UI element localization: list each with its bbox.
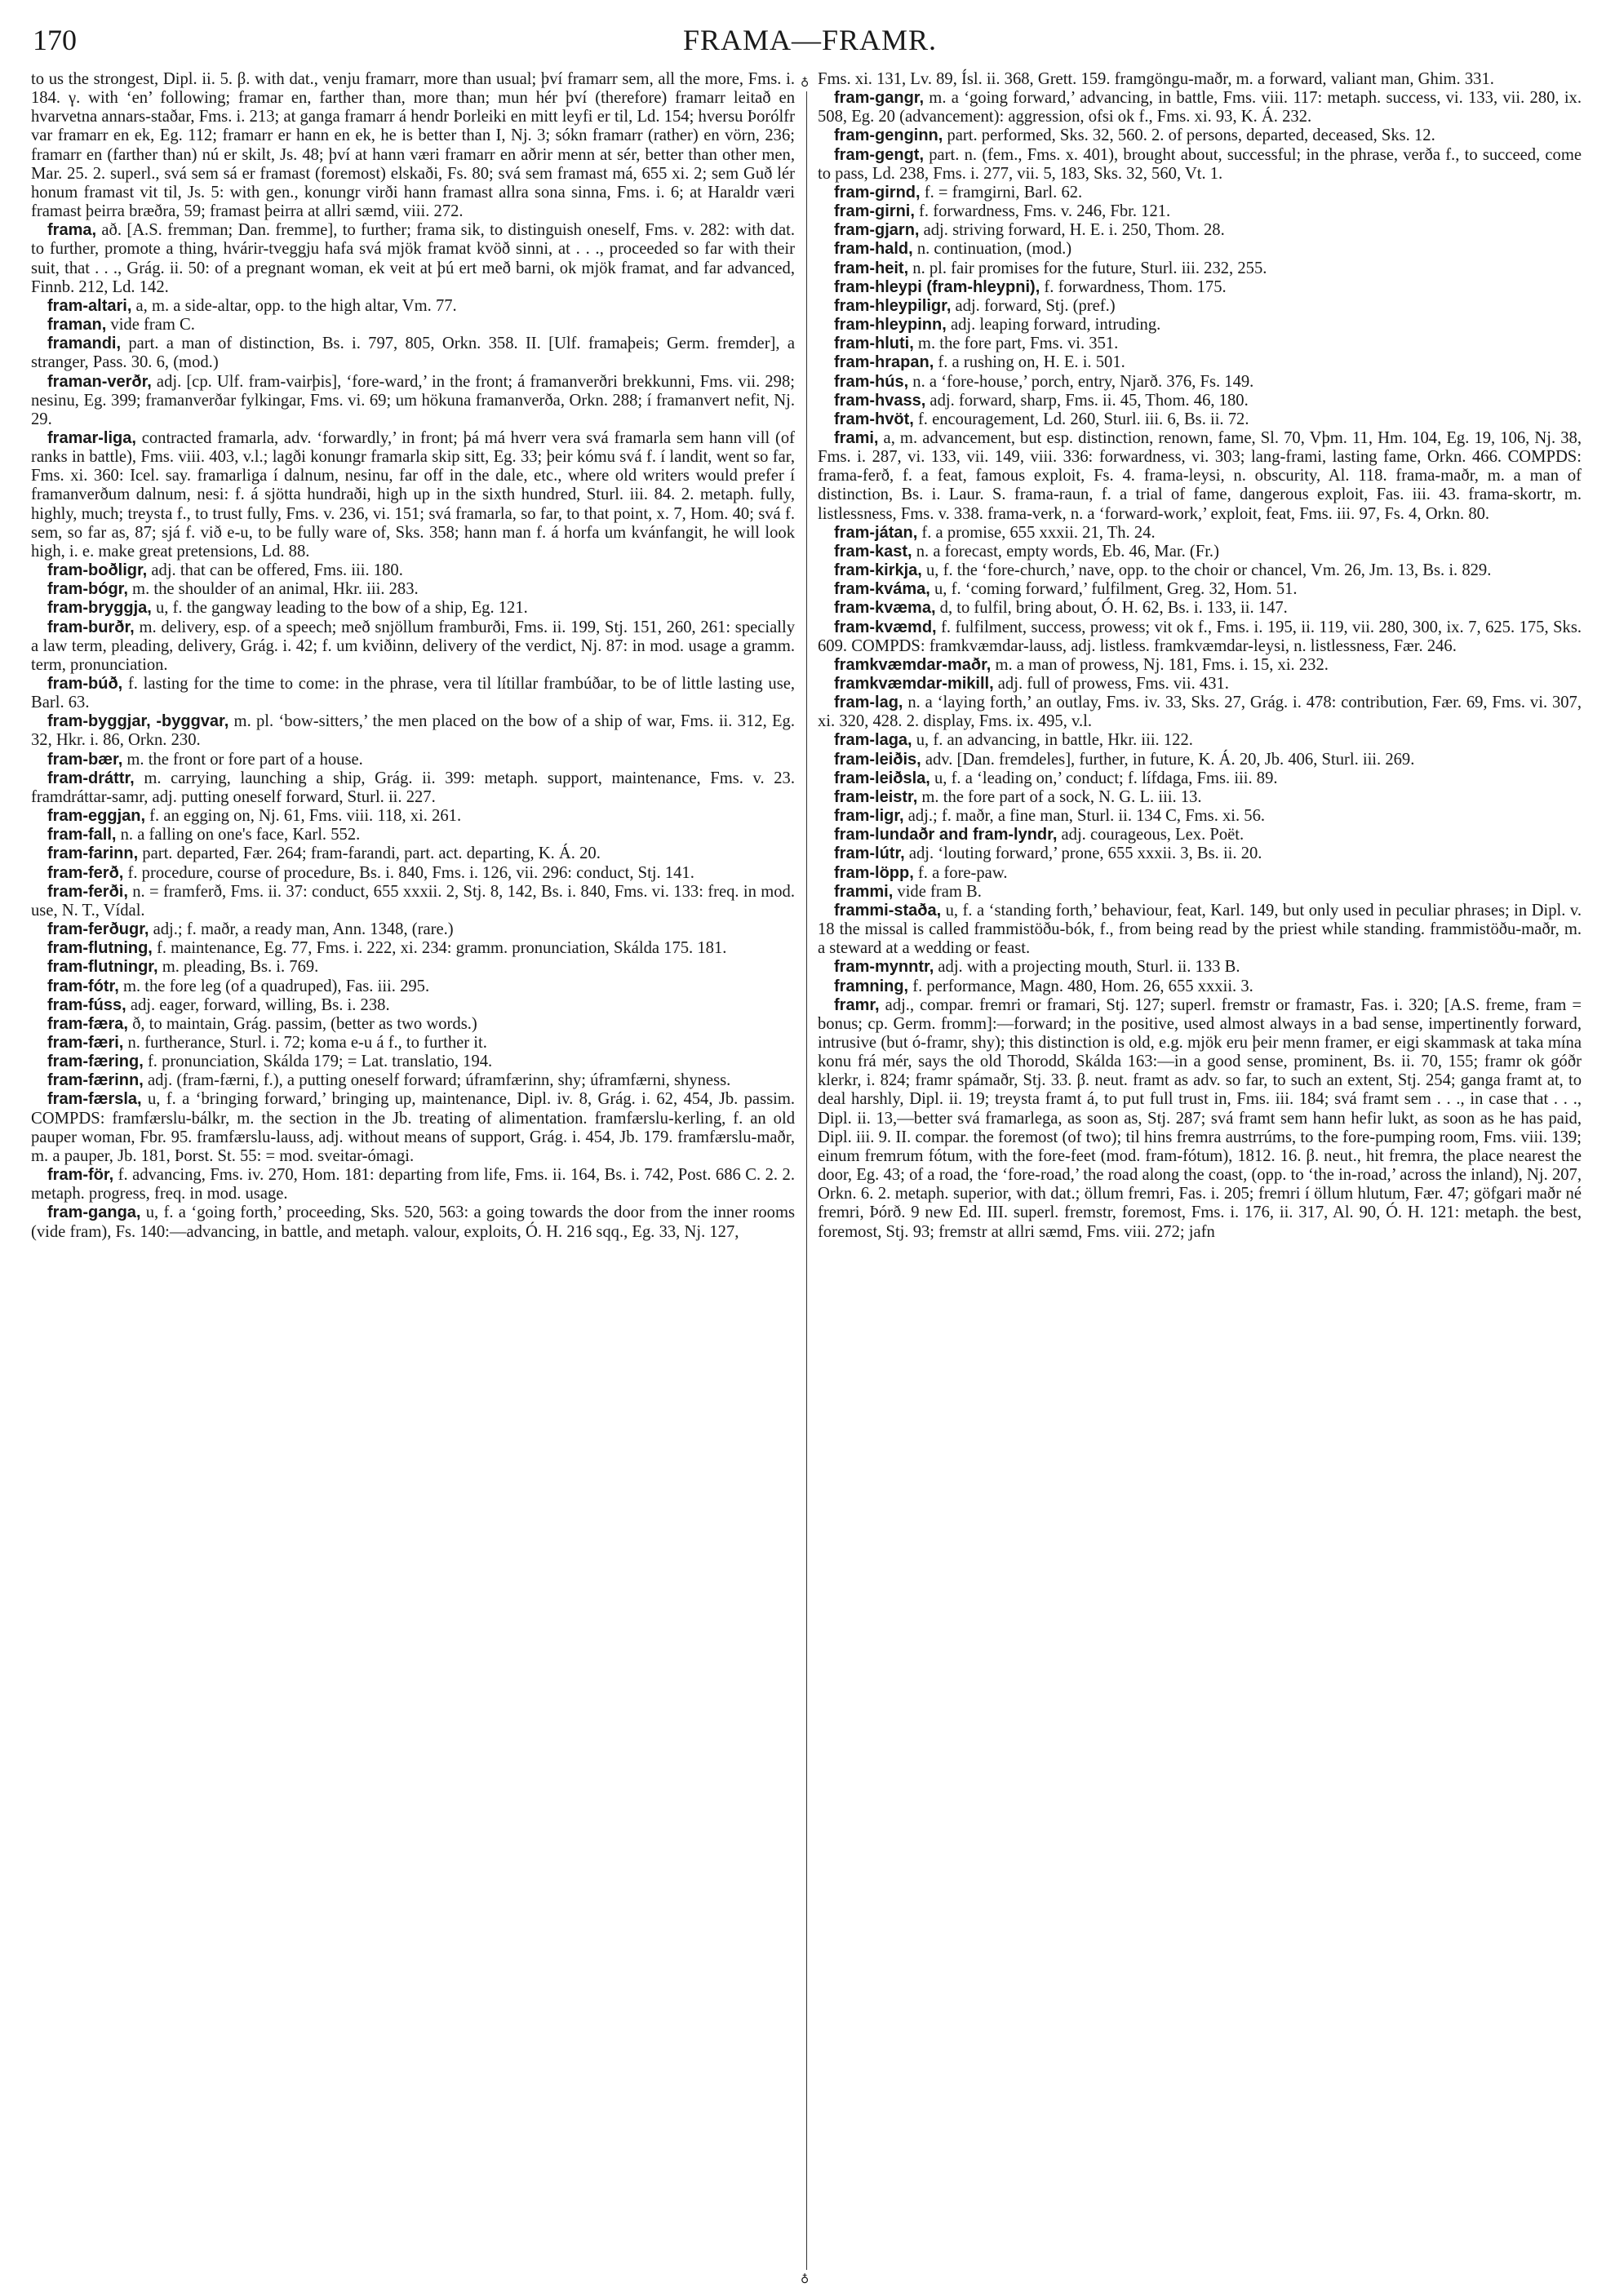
dictionary-entry xyxy=(31,675,795,712)
dictionary-entry xyxy=(818,543,1582,561)
dictionary-entry xyxy=(31,958,795,977)
entry-headword: fram-bógr, xyxy=(47,580,128,599)
entry-headword: fram-lútr, xyxy=(834,844,905,863)
dictionary-entry xyxy=(31,618,795,675)
dictionary-entry xyxy=(31,1015,795,1034)
entry-headword: fram-för, xyxy=(47,1166,114,1185)
entry-definition: m. the fore part, Fms. vi. 351. xyxy=(913,335,1119,353)
dictionary-entry xyxy=(818,316,1582,335)
entry-definition: m. the front or fore part of a house. xyxy=(122,750,363,769)
entry-definition: vide fram B. xyxy=(893,882,982,901)
entry-headword: fram-færinn, xyxy=(47,1071,144,1090)
entry-definition: m. pl. ‘bow-sitters,’ the men placed on the bow of a ship of war, Fms. ii. 312, Eg. 32, Hkr. i. 86, Orkn. 230. xyxy=(31,712,796,750)
entry-headword: fram-kváma, xyxy=(834,580,930,599)
page-header xyxy=(33,18,1587,59)
dictionary-entry xyxy=(818,297,1582,316)
entry-definition: f. procedure, course of procedure, Bs. i. 840, Fms. i. 126, vii. 296: conduct, Stj. 141. xyxy=(123,863,694,882)
entry-definition: m. a ‘going forward,’ advancing, in battle, Fms. viii. 117: metaph. success, vi. 133, vii. 280, ix. 508, Eg. 20 (advancement): aggression, ofsi ok f., Fms. xi. 93, K. Á. 232. xyxy=(818,89,1582,126)
dictionary-entry xyxy=(818,373,1582,392)
entry-headword: fram-færing, xyxy=(47,1053,144,1071)
entry-headword: fram-eggjan, xyxy=(47,807,146,826)
entry-headword: framan-verðr, xyxy=(47,372,152,391)
entry-definition: n. = framferð, Fms. ii. 37: conduct, 655 xxxii. 2, Stj. 8, 142, Bs. i. 840, Fms. vi. 133: freq. in mod. use, N. T., Vídal. xyxy=(31,882,795,920)
entry-definition: u, f. an advancing, in battle, Hkr. iii. 122. xyxy=(912,731,1193,750)
entry-definition: contracted framarla, adv. ‘forwardly,’ in front; þá má hverr vera svá framarla sem hann vill (of ranks in battle), Fms. viii. 403, v.l.; lagði konungr framarla skip sitt, Eg. 33; þeir kómu svá f. í landit, went so far, Fms. xi. 360: Icel. say. framarliga í dalnum, nesinu, far off in the dale, etc., where old writers would prefer í framanverðum dalnum, nesi: f. á sjötta hundraði, high up in the sixth hundred, Sturl. iii. 84. 2. metaph. fully, highly, much; treysta f., to trust fully, Fms. v. 236, vi. 151; svá framarla, so far, to that point, x. 7, Hom. 40; svá f. sem, so far as, 87; sjá f. við e-u, to be fully ware of, Sks. 358; hann man f. á horfa um kvánfangit, he will look high, i. e. make great pretensions, Ld. 88. xyxy=(31,428,795,561)
entry-definition: adj.; f. maðr, a ready man, Ann. 1348, (rare.) xyxy=(149,920,454,939)
entry-definition: n. pl. fair promises for the future, Sturl. iii. 232, 255. xyxy=(908,259,1267,277)
entry-headword: fram-fótr, xyxy=(47,977,119,995)
entry-headword: fram-lag, xyxy=(834,694,903,712)
entry-headword: fram-gjarn, xyxy=(834,221,920,240)
entry-definition: u, f. a ‘bringing forward,’ bringing up, maintenance, Dipl. iv. 8, Grág. i. 62, 454, Jb. passim. COMPDS: framfærslu-bálkr, m. the section in the Jb. treating of alimentation. framfærslu-kerling, f. an old pauper woman, Fbr. 95. framfærslu-lauss, adj. without means of support, Grág. i. 454, Jb. 179. framfærslu-maðr, m. a pauper, Jb. 181, Þorst. St. 55: = mod. sveitar-ómagi. xyxy=(31,1090,795,1165)
entry-headword: fram-mynntr, xyxy=(834,958,934,977)
entry-definition: m. the fore part of a sock, N. G. L. iii. 13. xyxy=(917,787,1202,806)
dictionary-entry xyxy=(31,883,795,920)
dictionary-entry xyxy=(818,618,1582,656)
entry-headword: framan, xyxy=(47,316,107,335)
dictionary-entry xyxy=(31,599,795,618)
dictionary-entry xyxy=(818,221,1582,240)
entry-definition: adj. that can be offered, Fms. iii. 180. xyxy=(147,561,403,580)
entry-definition: adj. forward, sharp, Fms. ii. 45, Thom. 46, 180. xyxy=(925,391,1249,410)
entry-definition: f. advancing, Fms. iv. 270, Hom. 181: departing from life, Fms. ii. 164, Bs. i. 742, Post. 686 C. 2. 2. metaph. progress, freq. in mod. usage. xyxy=(31,1166,795,1203)
dictionary-entry xyxy=(818,656,1582,675)
entry-definition: f. = framgirni, Barl. 62. xyxy=(920,183,1083,202)
dictionary-entry xyxy=(818,883,1582,902)
entry-definition: part. performed, Sks. 32, 560. 2. of persons, departed, deceased, Sks. 12. xyxy=(943,126,1435,145)
entry-headword: fram-laga, xyxy=(834,731,912,750)
entry-definition: f. pronunciation, Skálda 179; = Lat. translatio, 194. xyxy=(143,1053,493,1071)
dictionary-entry xyxy=(818,146,1582,184)
entry-headword: framning, xyxy=(834,977,909,995)
entry-definition: adj. forward, Stj. (pref.) xyxy=(951,296,1116,315)
entry-definition: n. continuation, (mod.) xyxy=(912,240,1072,259)
entry-headword: fram-kvæmd, xyxy=(834,618,937,636)
entry-definition: u, f. a ‘standing forth,’ behaviour, feat, Karl. 149, but only used in peculiar phrases; in Dipl. v. 18 the missal is called frammistöðu-bók, f., from being read by the priest while standing. frammistöðu-maðr, m. a steward at a wedding or feast. xyxy=(818,901,1582,958)
entry-headword: fram-boðligr, xyxy=(47,561,148,580)
right-column xyxy=(818,70,1582,1242)
dictionary-entry xyxy=(818,89,1582,126)
entry-headword: fram-leiðis, xyxy=(834,750,921,769)
dictionary-entry xyxy=(818,844,1582,863)
entry-definition: adv. [Dan. fremdeles], further, in future, K. Á. 20, Jb. 406, Sturl. iii. 269. xyxy=(921,750,1415,769)
entry-headword: fram-lundaðr and fram-lyndr, xyxy=(834,826,1058,844)
dictionary-entry xyxy=(818,353,1582,372)
entry-definition: f. a rushing on, H. E. i. 501. xyxy=(934,353,1125,372)
entry-definition: u, f. the ‘fore-church,’ nave, opp. to the choir or chancel, Vm. 26, Jm. 13, Bs. i. 829. xyxy=(921,561,1492,580)
entry-definition: m. pleading, Bs. i. 769. xyxy=(158,958,319,977)
column-divider xyxy=(806,91,807,2270)
entry-headword: fram-kirkja, xyxy=(834,561,922,580)
entry-definition: n. a falling on one's face, Karl. 552. xyxy=(116,826,361,844)
dictionary-entry xyxy=(818,675,1582,694)
dictionary-entry xyxy=(818,751,1582,769)
page-number: 170 xyxy=(33,24,77,56)
dictionary-entry xyxy=(818,902,1582,958)
dictionary-entry xyxy=(31,977,795,996)
dictionary-entry xyxy=(31,864,795,883)
dictionary-entry xyxy=(818,126,1582,145)
entry-headword: fram-ligr, xyxy=(834,807,904,826)
entry-definition: adj. (fram-færni, f.), a putting oneself forward; úframfærinn, shy; úframfærni, shyness. xyxy=(143,1071,731,1090)
dictionary-entry xyxy=(31,769,795,807)
dictionary-entry xyxy=(31,373,795,429)
dictionary-entry xyxy=(818,580,1582,599)
dictionary-entry xyxy=(818,335,1582,353)
dictionary-entry xyxy=(818,278,1582,297)
dictionary-entry xyxy=(818,958,1582,977)
entry-definition: f. a fore-paw. xyxy=(913,863,1008,882)
entry-headword: fram-gengt, xyxy=(834,145,924,164)
dictionary-entry xyxy=(31,1071,795,1090)
entry-definition: f. forwardness, Thom. 175. xyxy=(1040,277,1227,296)
entry-headword: fram-gangr, xyxy=(834,89,925,108)
entry-definition: n. furtherance, Sturl. i. 72; koma e-u á f., to further it. xyxy=(123,1033,487,1052)
entry-definition: part. a man of distinction, Bs. i. 797, 805, Orkn. 358. II. [Ulf. framaþeis; Germ. fremder], a stranger, Pass. 30. 6, (mod.) xyxy=(31,335,795,372)
entry-definition: adj.; f. maðr, a fine man, Sturl. ii. 134 C, Fms. xi. 56. xyxy=(903,807,1266,826)
entry-headword: fram-hleypiligr, xyxy=(834,296,952,315)
entry-definition: n. a ‘fore-house,’ porch, entry, Njarð. 376, Fs. 149. xyxy=(908,372,1254,391)
entry-definition: u, f. a ‘going forth,’ proceeding, Sks. 520, 563: a going towards the door from the inner rooms (vide fram), Fs. 140:—advancing, in battle, and metaph. valour, exploits, Ó. H. 216 sqq., Eg. 33, Nj. 127, xyxy=(31,1203,795,1241)
dictionary-entry xyxy=(31,1034,795,1053)
dictionary-entry xyxy=(31,297,795,316)
entry-headword: fram-hleypi (fram-hleypni), xyxy=(834,277,1040,296)
entry-definition: adj. striving forward, H. E. i. 250, Thom. 28. xyxy=(919,221,1225,240)
entry-continuation xyxy=(818,70,1582,89)
entry-headword: frami, xyxy=(834,428,879,447)
entry-definition: f. maintenance, Eg. 77, Fms. i. 222, xi. 234: gramm. pronunciation, Skálda 175. 181. xyxy=(152,939,727,958)
entry-headword: fram-byggjar, -byggvar, xyxy=(47,712,229,731)
dictionary-entry xyxy=(818,392,1582,410)
entry-headword: fram-girnd, xyxy=(834,183,921,202)
entry-headword: fram-búð, xyxy=(47,675,123,693)
dictionary-entry xyxy=(31,1166,795,1203)
entry-definition: f. encouragement, Ld. 260, Sturl. iii. 6, Bs. ii. 72. xyxy=(913,410,1249,428)
entry-headword: frammi-staða, xyxy=(834,901,942,920)
entry-definition: d, to fulfil, bring about, Ó. H. 62, Bs. i. 133, ii. 147. xyxy=(935,599,1288,618)
dictionary-entry xyxy=(31,221,795,297)
dictionary-entry xyxy=(818,864,1582,883)
entry-definition: m. the shoulder of an animal, Hkr. iii. 283. xyxy=(127,580,419,599)
entry-definition: ð, to maintain, Grág. passim, (better as two words.) xyxy=(127,1014,477,1033)
entry-headword: fram-færa, xyxy=(47,1014,128,1033)
entry-definition: f. an egging on, Nj. 61, Fms. viii. 118, xi. 261. xyxy=(145,807,462,826)
entry-headword: fram-heit, xyxy=(834,259,909,277)
entry-headword: fram-altari, xyxy=(47,296,132,315)
dictionary-entry xyxy=(31,751,795,769)
entry-headword: fram-hrapan, xyxy=(834,353,934,372)
entry-headword: fram-ferðugr, xyxy=(47,920,149,939)
dictionary-entry xyxy=(818,240,1582,259)
entry-definition: f. performance, Magn. 480, Hom. 26, 655 xxxii. 3. xyxy=(908,977,1253,995)
entry-definition: n. a forecast, empty words, Eb. 46, Mar. (Fr.) xyxy=(912,542,1219,561)
entry-headword: fram-ganga, xyxy=(47,1203,141,1222)
entry-headword: fram-kast, xyxy=(834,542,912,561)
entry-headword: fram-hvass, xyxy=(834,391,926,410)
dictionary-entry xyxy=(818,410,1582,429)
entry-definition: u, f. ‘coming forward,’ fulfilment, Greg. 32, Hom. 51. xyxy=(930,580,1298,599)
entry-headword: fram-hald, xyxy=(834,240,913,259)
dictionary-entry xyxy=(818,769,1582,788)
divider-ornament-top: ♁ xyxy=(801,77,810,90)
entry-headword: fram-játan, xyxy=(834,523,918,542)
entry-definition: adj. full of prowess, Fms. vii. 431. xyxy=(993,675,1229,693)
entry-headword: fram-ferði, xyxy=(47,882,128,901)
entry-headword: fram-burðr, xyxy=(47,618,135,636)
divider-ornament-bottom: ♁ xyxy=(801,2273,810,2286)
dictionary-entry xyxy=(818,807,1582,826)
entry-definition: adj. courageous, Lex. Poët. xyxy=(1057,826,1245,844)
entry-headword: fram-leistr, xyxy=(834,787,918,806)
entry-headword: fram-dráttr, xyxy=(47,769,135,787)
dictionary-entry xyxy=(31,939,795,958)
entry-definition: f. lasting for the time to come: in the phrase, vera til lítillar frambúðar, to be of little lasting use, Barl. 63. xyxy=(31,675,795,712)
entry-headword: fram-löpp, xyxy=(834,863,914,882)
dictionary-entry xyxy=(818,996,1582,1242)
entry-headword: fram-farinn, xyxy=(47,844,139,863)
dictionary-entry xyxy=(31,1053,795,1071)
entry-definition: n. a ‘laying forth,’ an outlay, Fms. iv. 33, Sks. 27, Grág. i. 478: contribution, Fær. 69, Fms. vi. 307, xi. 320, 428. 2. display, Fms. ix. 495, v.l. xyxy=(818,694,1582,731)
dictionary-entry xyxy=(818,259,1582,278)
dictionary-entry xyxy=(818,731,1582,750)
entry-definition: adj. [cp. Ulf. fram-vairþis], ‘fore-ward,’ in the front; á framanverðri brekkunni, Fms. vii. 298; nesinu, Eg. 399; framanverðar fylkingar, Fms. vi. 69; um hökuna framanverða, Orkn. 288; í framanvert nefit, Nj. 29. xyxy=(31,372,795,428)
entry-definition: m. a man of prowess, Nj. 181, Fms. i. 15, xi. 232. xyxy=(991,655,1329,674)
entry-headword: framkvæmdar-maðr, xyxy=(834,655,992,674)
dictionary-entry xyxy=(31,1203,795,1241)
dictionary-entry xyxy=(818,694,1582,731)
entry-definition: m. carrying, launching a ship, Grág. ii. 399: metaph. support, maintenance, Fms. v. 23. framdráttar-samr, adj. putting oneself forward, Sturl. ii. 227. xyxy=(31,769,795,806)
dictionary-entry xyxy=(31,844,795,863)
entry-definition: adj. with a projecting mouth, Sturl. ii. 133 B. xyxy=(934,958,1240,977)
entry-headword: fram-genginn, xyxy=(834,126,943,145)
entry-headword: fram-færsla, xyxy=(47,1090,142,1109)
dictionary-entry xyxy=(31,335,795,372)
entry-definition: vide fram C. xyxy=(106,316,195,335)
dictionary-entry xyxy=(31,920,795,939)
entry-headword: fram-kvæma, xyxy=(834,599,936,618)
entry-headword: fram-girni, xyxy=(834,202,915,221)
entry-headword: frama, xyxy=(47,221,97,240)
entry-definition: u, f. the gangway leading to the bow of a ship, Eg. 121. xyxy=(151,599,528,618)
dictionary-entry xyxy=(31,807,795,826)
dictionary-entry xyxy=(818,184,1582,202)
entry-definition: to us the strongest, Dipl. ii. 5. β. with dat., venju framarr, more than usual; því framarr sem, all the more, Fms. i. 184. γ. with ‘en’ following; framar en, farther than, more than; mun hér því (therefore) framarr leitað en hvarvetna annars-staðar, Fms. i. 213; at ganga framarr á hendr Þorleiki en mitt leyfi er til, Ld. 154; hversu Þorólfr var framarr en ek, Eg. 112; framarr er hann en ek, he is better than I, Nj. 3; sókn framarr (rather) en vörn, 236; framarr en (farther than) nú er skilt, Js. 48; því at hann væri framarr en aðrir menn at sér, better than other men, Mar. 25. 2. superl., svá sem sá er framast (foremost) elskaði, Fs. 80; svá sem framast má, 655 xi. 2; sem Guð lér honum framast vit til, Js. 5: with gen., konungr virði hann framast allra sona sinna, Fms. i. 6; at Haraldr væri framast þeirra bræðra, 59; framast þeirra at allri sæmd, viii. 272. xyxy=(31,70,795,221)
page-title: FRAMA—FRAMR. xyxy=(682,24,938,56)
dictionary-entry xyxy=(31,580,795,599)
entry-headword: fram-bryggja, xyxy=(47,599,152,618)
dictionary-entry xyxy=(818,826,1582,844)
entry-definition: part. departed, Fær. 264; fram-farandi, part. act. departing, K. Á. 20. xyxy=(138,844,601,863)
entry-headword: fram-flutningr, xyxy=(47,958,158,977)
entry-continuation xyxy=(31,70,795,221)
entry-headword: fram-hvöt, xyxy=(834,410,914,428)
entry-definition: m. delivery, esp. of a speech; með snjöllum framburði, Fms. ii. 199, Stj. 151, 260, 261: specially a law term, pleading, delivery, Grág. i. 42; f. um kviðinn, delivery of the verdict, Nj. 87: in mod. usage a gramm. term, pronunciation. xyxy=(31,618,795,674)
entry-headword: framar-liga, xyxy=(47,428,136,447)
entry-headword: framandi, xyxy=(47,335,122,353)
dictionary-entry xyxy=(818,788,1582,807)
dictionary-entry xyxy=(818,202,1582,221)
dictionary-entry xyxy=(818,977,1582,996)
entry-definition: m. the fore leg (of a quadruped), Fas. iii. 295. xyxy=(118,977,430,995)
entry-definition: adj., compar. fremri or framari, Stj. 127; superl. fremstr or framastr, Fas. i. 320; [A.S. freme, fram = bonus; cp. Germ. fromm]:—forward; in the positive, used almost always in a bad sense, impertinently forward, intrusive (but ó-framr, shy); this distinction is old, e.g. mjök eru þeir menn framer, er eigi skammask at taka mína konu frá mér, says the old Thorodd, Skálda 163:—in a good sense, prominent, Bs. ii. 70, 155; framr ok góðr klerkr, i. 824; framr spámaðr, Stj. 33. β. neut. framt as adv. so far, to such an extent, Stj. 254; ganga framt at, to deal harshly, Dipl. ii. 19; treysta framt á, to put full trust in, Fms. iii. 184; svá framt sem . . ., in case that . . ., Dipl. ii. 13,—better svá framarlega, as soon as, Stj. 287; svá framt sem hann hefir lukt, as soon as he has paid, Dipl. iii. 9. II. compar. the foremost (of two); til hins fremra austrrúms, to the fore-pumping room, Fms. viii. 139; einum fremrum fótum, with the fore-feet (mod. fram-fótum), 1812. 16. β. neut., hit fremra, the place nearest the door, Eg. 43; of a road, the ‘fore-road,’ the road along the coast, (opp. to ‘the in-road,’ across the inland), Nj. 207, Orkn. 6. 2. metaph. superior, with dat.; öllum fremri, Fas. i. 205; fremri í öllum hlutum, Fær. 47; göfgari maðr né fremri, Þórð. 9 new Ed. III. superl. fremstr, foremost, Fms. i. 176, ii. 317, Al. 90, Ó. H. 121: metaph. the best, foremost, Stj. 93; fremstr at allri sæmd, Fms. viii. 272; jafn xyxy=(818,995,1582,1241)
entry-headword: fram-leiðsla, xyxy=(834,769,930,787)
entry-headword: fram-bær, xyxy=(47,750,123,769)
entry-headword: framr, xyxy=(834,995,880,1014)
dictionary-entry xyxy=(31,712,795,750)
entry-headword: fram-ferð, xyxy=(47,863,124,882)
entry-headword: fram-fúss, xyxy=(47,995,126,1014)
entry-headword: fram-flutning, xyxy=(47,939,153,958)
dictionary-entry xyxy=(818,524,1582,543)
entry-headword: fram-hleypinn, xyxy=(834,316,947,335)
entry-definition: u, f. a ‘leading on,’ conduct; f. lífdaga, Fms. iii. 89. xyxy=(930,769,1278,787)
entry-headword: fram-hús, xyxy=(834,372,909,391)
entry-definition: adj. leaping forward, intruding. xyxy=(946,316,1161,335)
dictionary-entry xyxy=(818,599,1582,618)
dictionary-entry xyxy=(818,561,1582,580)
entry-definition: a, m. advancement, but esp. distinction, renown, fame, Sl. 70, Vþm. 11, Hm. 104, Eg. 19, 106, Nj. 38, Fms. i. 287, vi. 133, vii. 149, viii. 336: forwardness, vi. 303; lang-frami, lasting fame, Orkn. 466. COMPDS: frama-ferð, f. a feat, famous exploit, Fs. 4. frama-leysi, n. obscurity, Al. 118. frama-maðr, m. a man of distinction, Bs. i. Laur. S. frama-raun, f. a trial of fame, dangerous exploit, Fas. iii. 43. frama-skortr, m. listlessness, Fms. v. 338. frama-verk, n. a ‘forward-work,’ exploit, feat, Fms. iii. 97, Fs. 4, Orkn. 80. xyxy=(818,428,1582,523)
entry-definition: Fms. xi. 131, Lv. 89, Ísl. ii. 368, Grett. 159. framgöngu-maðr, m. a forward, valiant man, Ghim. 331. xyxy=(818,70,1494,88)
entry-headword: fram-hluti, xyxy=(834,335,914,353)
entry-headword: framkvæmdar-mikill, xyxy=(834,675,994,693)
dictionary-entry xyxy=(31,429,795,561)
entry-definition: adj. ‘louting forward,’ prone, 655 xxxii. 3, Bs. ii. 20. xyxy=(904,844,1262,863)
entry-definition: f. forwardness, Fms. v. 246, Fbr. 121. xyxy=(914,202,1171,221)
dictionary-entry xyxy=(31,1090,795,1166)
dictionary-entry xyxy=(818,429,1582,524)
dictionary-entry xyxy=(31,996,795,1015)
entry-headword: frammi, xyxy=(834,882,894,901)
entry-definition: f. a promise, 655 xxxii. 21, Th. 24. xyxy=(917,523,1156,542)
entry-definition: part. n. (fem., Fms. x. 401), brought about, successful; in the phrase, verða f., to succeed, come to pass, Ld. 238, Fms. i. 277, vii. 5, 183, Sks. 32, 560, Vt. 1. xyxy=(818,145,1582,183)
entry-definition: f. fulfilment, success, prowess; vit ok f., Fms. i. 195, ii. 119, vii. 280, 300, ix. 7, 625. 175, Sks. 609. COMPDS: framkvæmdar-lauss, adj. listless. framkvæmdar-leysi, n. listlessness, Fær. 246. xyxy=(818,618,1582,655)
entry-definition: að. [A.S. fremman; Dan. fremme], to further; frama sik, to distinguish oneself, Fms. v. 282: with dat. to further, promote a thing, hvárir-tveggju hafa svá mjök framat kvöð sinni, at . . ., proceeded so far with their suit, that . . ., Grág. ii. 50: of a pregnant woman, ek veit at þú ert með barni, ok mjök framat, and far advanced, Finnb. 212, Ld. 142. xyxy=(31,221,795,296)
entry-headword: fram-færi, xyxy=(47,1033,124,1052)
entry-definition: a, m. a side-altar, opp. to the high altar, Vm. 77. xyxy=(131,296,457,315)
entry-definition: adj. eager, forward, willing, Bs. i. 238. xyxy=(126,995,390,1014)
entry-headword: fram-fall, xyxy=(47,826,117,844)
dictionary-entry xyxy=(31,316,795,335)
dictionary-entry xyxy=(31,826,795,844)
dictionary-entry xyxy=(31,561,795,580)
left-column xyxy=(31,70,795,1242)
